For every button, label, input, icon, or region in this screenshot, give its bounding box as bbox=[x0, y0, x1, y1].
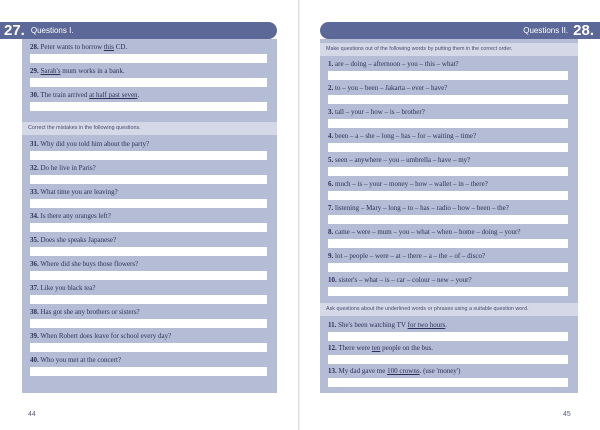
question-number: 39. bbox=[30, 332, 39, 340]
question-text bbox=[328, 344, 433, 352]
answer-line[interactable] bbox=[30, 102, 267, 111]
question-phrase: mum works in a bank. bbox=[60, 67, 125, 75]
right-header-tab bbox=[320, 22, 600, 39]
answer-line[interactable] bbox=[328, 332, 568, 341]
underlined-phrase: at half past seven bbox=[89, 91, 138, 99]
question-phrase: much – is – your – money – how – wallet – in – there? bbox=[335, 180, 488, 188]
question-number: 40. bbox=[30, 356, 39, 364]
question-text bbox=[30, 43, 127, 51]
answer-line[interactable] bbox=[30, 175, 267, 184]
left-exercise-number: 27. bbox=[4, 22, 25, 39]
question-text bbox=[328, 84, 447, 92]
question-text bbox=[328, 204, 509, 212]
question-phrase: The train arrived bbox=[40, 91, 90, 99]
question-text bbox=[30, 308, 140, 316]
question-number: 1. bbox=[328, 60, 334, 68]
question-phrase: Has got she any brothers or sisters? bbox=[40, 308, 140, 316]
answer-line[interactable] bbox=[328, 71, 568, 80]
right-exercise-title: Questions II. bbox=[523, 26, 569, 35]
question-text bbox=[328, 228, 520, 236]
question-number: 11. bbox=[328, 321, 337, 329]
question-phrase: . bbox=[137, 91, 140, 99]
question-number: 3. bbox=[328, 108, 334, 116]
question-text bbox=[30, 236, 116, 244]
question-text bbox=[328, 156, 470, 164]
question-text bbox=[328, 252, 485, 260]
question-number: 29. bbox=[30, 67, 39, 75]
question-text bbox=[30, 91, 139, 99]
question-phrase: Does she speaks Japanese? bbox=[40, 236, 117, 244]
question-number: 36. bbox=[30, 260, 39, 268]
question-text bbox=[30, 260, 138, 268]
answer-line[interactable] bbox=[30, 223, 267, 232]
left-header-tab bbox=[0, 22, 277, 39]
question-number: 4. bbox=[328, 132, 334, 140]
question-number: 32. bbox=[30, 164, 39, 172]
question-number: 30. bbox=[30, 91, 39, 99]
question-phrase: My dad gave me bbox=[338, 367, 388, 375]
question-text bbox=[328, 60, 459, 68]
answer-line[interactable] bbox=[30, 199, 267, 208]
question-phrase: tall – your – how – is – brother? bbox=[335, 108, 425, 116]
question-phrase: are – doing – afternoon – you – this – what? bbox=[335, 60, 459, 68]
question-phrase: sister's – what – is – car – colour – new – your? bbox=[338, 276, 472, 284]
right-instruction-1: Make questions out of the following words by putting them in the correct order. bbox=[320, 43, 578, 56]
answer-line[interactable] bbox=[30, 343, 267, 352]
answer-line[interactable] bbox=[328, 119, 568, 128]
answer-line[interactable] bbox=[328, 191, 568, 200]
question-phrase: lot – people – were – at – there – a – the – of – disco? bbox=[335, 252, 486, 260]
right-exercise-number: 28. bbox=[573, 22, 594, 39]
underlined-phrase: this bbox=[103, 43, 115, 51]
question-phrase: Why did you told him about the party? bbox=[40, 140, 150, 148]
answer-line[interactable] bbox=[30, 54, 267, 63]
question-phrase: Who you met at the concert? bbox=[40, 356, 122, 364]
answer-line[interactable] bbox=[30, 151, 267, 160]
question-number: 13. bbox=[328, 367, 337, 375]
question-phrase: . (use 'money') bbox=[419, 367, 461, 375]
question-phrase: people on the bus. bbox=[380, 344, 434, 352]
question-phrase: CD. bbox=[114, 43, 128, 51]
question-number: 7. bbox=[328, 204, 334, 212]
answer-line[interactable] bbox=[30, 367, 267, 376]
answer-line[interactable] bbox=[328, 355, 568, 364]
right-page-number: 45 bbox=[563, 411, 571, 418]
question-text bbox=[328, 180, 488, 188]
question-text bbox=[328, 108, 425, 116]
question-number: 6. bbox=[328, 180, 334, 188]
answer-line[interactable] bbox=[30, 295, 267, 304]
answer-line[interactable] bbox=[328, 167, 568, 176]
left-exercise-panel bbox=[22, 39, 277, 393]
question-number: 31. bbox=[30, 140, 39, 148]
question-phrase: What time you are leaving? bbox=[40, 188, 118, 196]
question-phrase: to – you – been – Jakarta – ever – have? bbox=[335, 84, 448, 92]
answer-line[interactable] bbox=[328, 263, 568, 272]
question-text bbox=[30, 212, 111, 220]
question-phrase: When Robert does leave for school every day? bbox=[40, 332, 172, 340]
question-text bbox=[328, 321, 447, 329]
question-phrase: Like you black tea? bbox=[40, 284, 96, 292]
answer-line[interactable] bbox=[30, 247, 267, 256]
answer-line[interactable] bbox=[30, 271, 267, 280]
question-number: 10. bbox=[328, 276, 337, 284]
question-text bbox=[30, 67, 125, 75]
question-text bbox=[30, 140, 149, 148]
question-text bbox=[30, 164, 96, 172]
question-phrase: been – a – she – long – has – for – waiting – time? bbox=[335, 132, 477, 140]
right-exercise-panel bbox=[320, 39, 578, 393]
answer-line[interactable] bbox=[328, 215, 568, 224]
underlined-phrase: ten bbox=[371, 344, 381, 352]
question-number: 35. bbox=[30, 236, 39, 244]
question-text bbox=[328, 132, 476, 140]
left-exercise-title: Questions I. bbox=[30, 26, 74, 35]
question-phrase: Do he live in Paris? bbox=[40, 164, 96, 172]
question-text bbox=[30, 284, 96, 292]
question-number: 8. bbox=[328, 228, 334, 236]
answer-line[interactable] bbox=[328, 143, 568, 152]
question-text bbox=[328, 276, 472, 284]
question-number: 38. bbox=[30, 308, 39, 316]
question-number: 2. bbox=[328, 84, 334, 92]
underlined-phrase: for two hours bbox=[407, 321, 446, 329]
question-text bbox=[30, 356, 121, 364]
question-text bbox=[30, 188, 118, 196]
question-text bbox=[328, 367, 460, 375]
right-page bbox=[300, 0, 600, 430]
question-phrase: Peter wants to borrow bbox=[40, 43, 104, 51]
answer-line[interactable] bbox=[30, 78, 267, 87]
question-phrase: listening – Mary – long – to – has – radio – how – been – the? bbox=[335, 204, 509, 212]
question-phrase: She's been watching TV bbox=[338, 321, 408, 329]
question-phrase: . bbox=[445, 321, 448, 329]
question-phrase: Where did she buys those flowers? bbox=[40, 260, 139, 268]
question-number: 12. bbox=[328, 344, 337, 352]
question-number: 37. bbox=[30, 284, 39, 292]
question-number: 9. bbox=[328, 252, 334, 260]
question-phrase: There were bbox=[338, 344, 372, 352]
underlined-phrase: 100 crowns bbox=[387, 367, 420, 375]
underlined-phrase: Sarah's bbox=[40, 67, 61, 75]
left-page-number: 44 bbox=[28, 411, 36, 418]
answer-line[interactable] bbox=[30, 319, 267, 328]
left-instruction: Correct the mistakes in the following questions. bbox=[22, 122, 277, 135]
question-number: 28. bbox=[30, 43, 39, 51]
answer-line[interactable] bbox=[328, 95, 568, 104]
answer-line[interactable] bbox=[328, 378, 568, 387]
question-phrase: came – were – mum – you – what – when – home – doing – your? bbox=[335, 228, 521, 236]
question-number: 33. bbox=[30, 188, 39, 196]
answer-line[interactable] bbox=[328, 239, 568, 248]
question-text bbox=[30, 332, 171, 340]
question-phrase: Is there any oranges left? bbox=[40, 212, 111, 220]
answer-line[interactable] bbox=[328, 287, 568, 296]
question-number: 34. bbox=[30, 212, 39, 220]
question-phrase: seen – anywhere – you – umbrella – have – my? bbox=[335, 156, 471, 164]
question-number: 5. bbox=[328, 156, 334, 164]
right-instruction-2: Ask questions about the underlined words or phrases using a suitable question word. bbox=[320, 303, 578, 316]
